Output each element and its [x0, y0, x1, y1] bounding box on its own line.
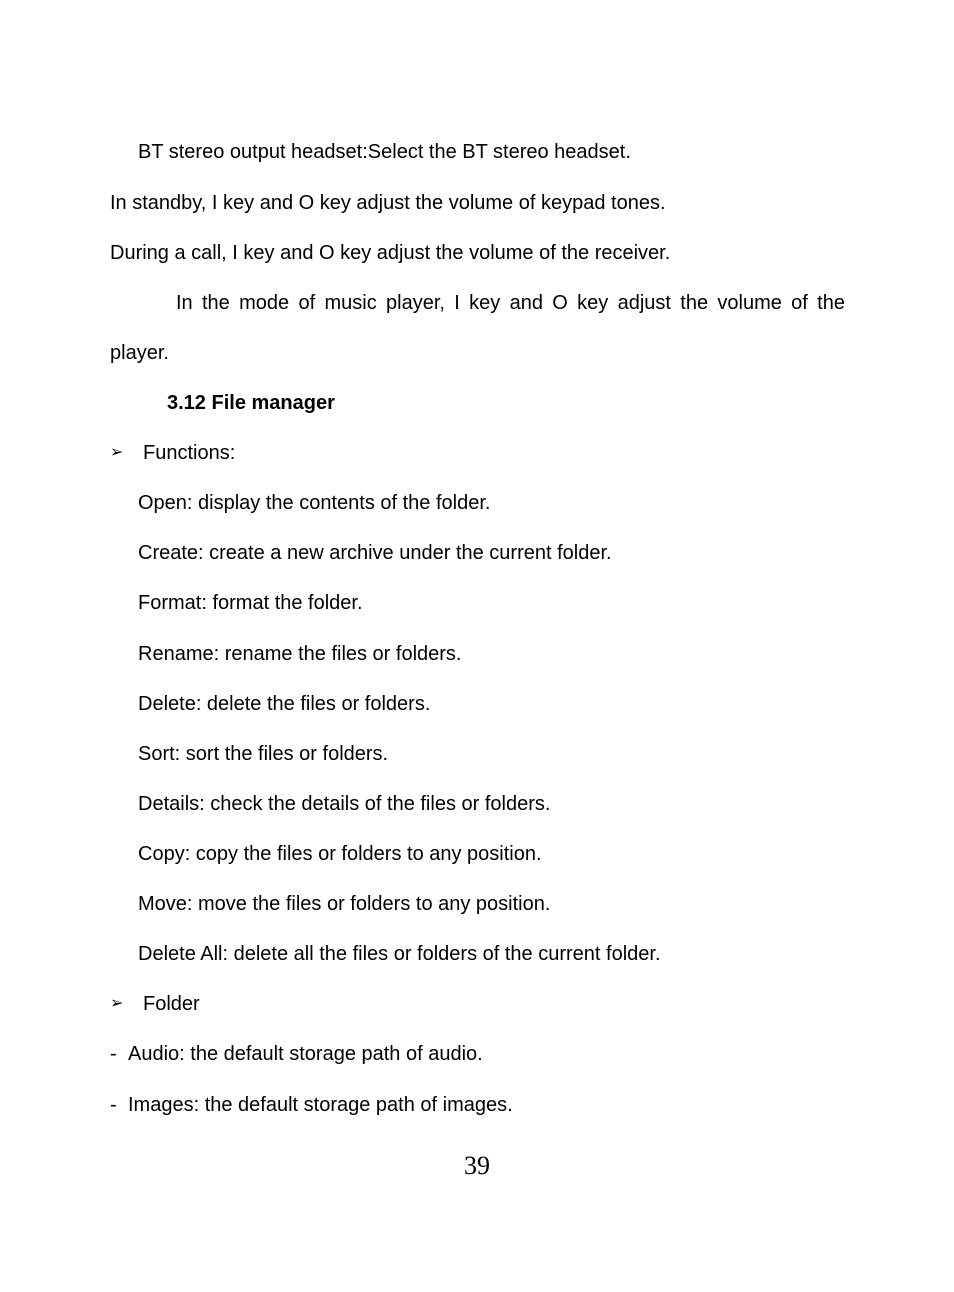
- page-number: 39: [464, 1151, 490, 1180]
- music-mode-line: In the mode of music player, I key and O key adjust the volume of the: [176, 292, 845, 314]
- function-copy: Copy: copy the files or folders to any position.: [138, 843, 542, 865]
- function-delete-all: Delete All: delete all the files or folders of the current folder.: [138, 943, 661, 965]
- function-format: Format: format the folder.: [138, 592, 363, 614]
- dash-bullet: -: [110, 1094, 117, 1116]
- section-heading: 3.12 File manager: [167, 392, 335, 414]
- function-open: Open: display the contents of the folder.: [138, 492, 491, 514]
- dash-bullet: -: [110, 1043, 117, 1065]
- function-sort: Sort: sort the files or folders.: [138, 743, 389, 765]
- function-details: Details: check the details of the files or folders.: [138, 793, 551, 815]
- folder-heading: Folder: [143, 993, 200, 1015]
- folder-images: Images: the default storage path of images.: [128, 1094, 513, 1116]
- function-delete: Delete: delete the files or folders.: [138, 693, 431, 715]
- function-create: Create: create a new archive under the current folder.: [138, 542, 612, 564]
- functions-heading: Functions:: [143, 442, 236, 464]
- function-rename: Rename: rename the files or folders.: [138, 643, 462, 665]
- arrow-bullet-icon: ➢: [110, 444, 124, 461]
- standby-line: In standby, I key and O key adjust the volume of keypad tones.: [110, 192, 666, 214]
- function-move: Move: move the files or folders to any position.: [138, 893, 551, 915]
- during-call-line: During a call, I key and O key adjust the volume of the receiver.: [110, 242, 671, 264]
- music-mode-line-continued: player.: [110, 342, 169, 364]
- bt-stereo-line: BT stereo output headset:Select the BT stereo headset.: [138, 141, 631, 163]
- folder-audio: Audio: the default storage path of audio.: [128, 1043, 483, 1065]
- arrow-bullet-icon: ➢: [110, 995, 124, 1012]
